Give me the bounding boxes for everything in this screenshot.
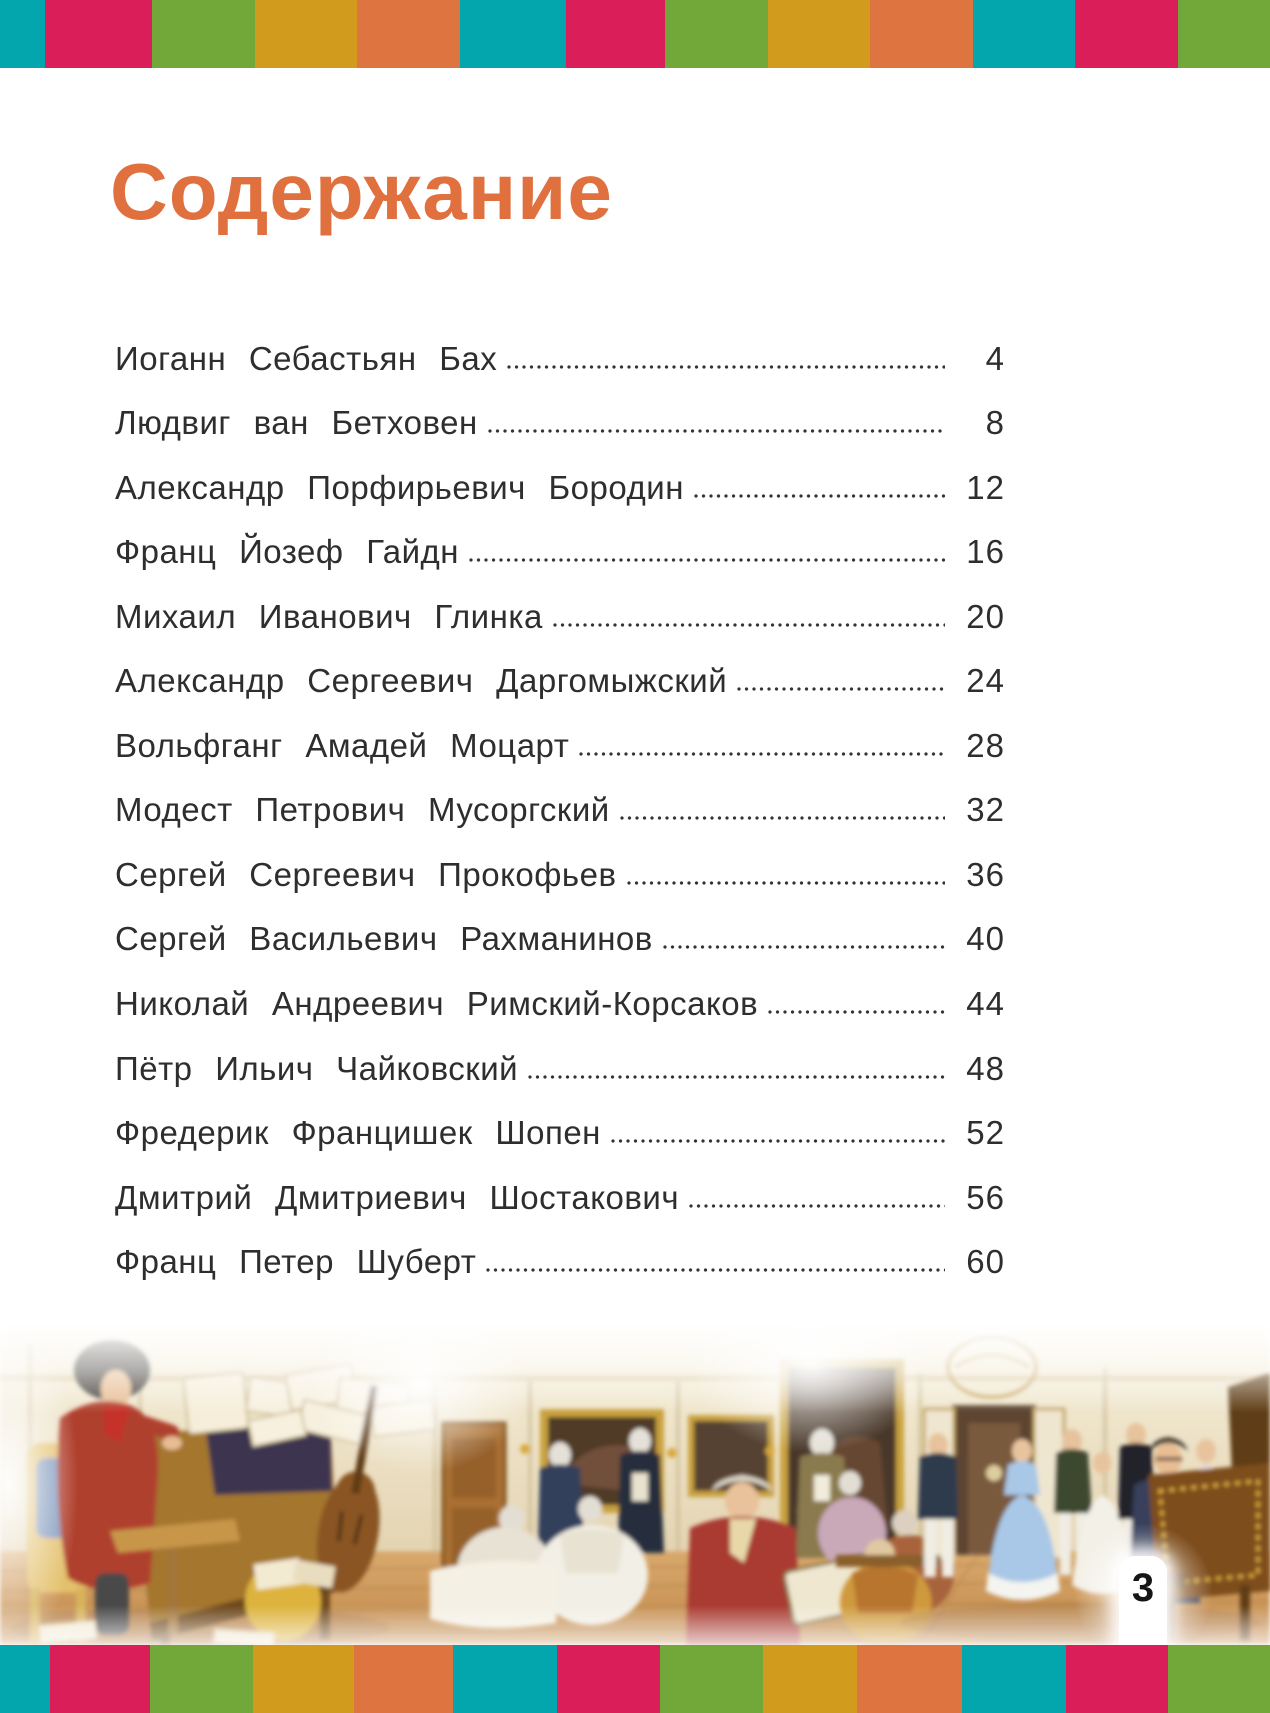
toc-entry-page: 28 (966, 726, 1005, 764)
toc-entry (115, 310, 1005, 375)
toc-entry-page: 20 (966, 597, 1005, 635)
page-title: Содержание (110, 147, 613, 236)
table-of-contents (115, 310, 1005, 1281)
stripe-green (1168, 1645, 1270, 1713)
toc-entry-page: 36 (966, 855, 1005, 893)
dotted-leader (627, 881, 946, 885)
toc-entry (115, 504, 1005, 569)
dotted-leader (620, 816, 945, 820)
dotted-leader (579, 752, 945, 756)
stripe-crimson (557, 1645, 660, 1713)
dotted-leader (528, 1075, 945, 1079)
stripe-gold (253, 1645, 354, 1713)
toc-entry (115, 633, 1005, 698)
stripe-teal (453, 1645, 557, 1713)
toc-entry (115, 891, 1005, 956)
dotted-leader (488, 429, 945, 433)
toc-entry-name: Сергей Васильевич Рахманинов (115, 920, 653, 958)
stripe-orange (857, 1645, 962, 1713)
stripe-green (665, 0, 768, 68)
toc-entry (115, 1085, 1005, 1150)
bottom-stripe-band (0, 1645, 1270, 1713)
stripe-crimson (1075, 0, 1178, 68)
toc-entry-name: Франц Йозеф Гайдн (115, 533, 460, 571)
toc-entry-page: 56 (966, 1178, 1005, 1216)
stripe-teal (973, 0, 1075, 68)
stripe-orange (870, 0, 973, 68)
toc-entry-name: Франц Петер Шуберт (115, 1243, 477, 1281)
stripe-crimson (566, 0, 665, 68)
toc-entry-name: Фредерик Францишек Шопен (115, 1114, 601, 1152)
toc-entry-name: Сергей Сергеевич Прокофьев (115, 855, 617, 893)
page-number: 3 (1131, 1566, 1155, 1610)
stripe-crimson (45, 0, 152, 68)
toc-entry-name: Людвиг ван Бетховен (115, 404, 478, 442)
top-stripe-band (0, 0, 1270, 68)
stripe-crimson (1066, 1645, 1168, 1713)
dotted-leader (737, 687, 945, 691)
toc-entry-page: 8 (985, 404, 1005, 442)
toc-entry-name: Иоганн Себастьян Бах (115, 339, 498, 377)
toc-entry (115, 1020, 1005, 1085)
stripe-gold (255, 0, 357, 68)
stripe-crimson (50, 1645, 150, 1713)
stripe-green (660, 1645, 763, 1713)
toc-entry-page: 48 (966, 1049, 1005, 1087)
toc-entry (115, 1214, 1005, 1279)
toc-entry-page: 32 (966, 791, 1005, 829)
stripe-teal (0, 1645, 50, 1713)
toc-entry (115, 439, 1005, 504)
toc-entry (115, 568, 1005, 633)
toc-entry (115, 375, 1005, 440)
dotted-leader (689, 1204, 945, 1208)
toc-entry-name: Александр Порфирьевич Бородин (115, 468, 684, 506)
stripe-green (1178, 0, 1270, 68)
dotted-leader (507, 365, 945, 369)
dotted-leader (694, 494, 945, 498)
stripe-teal (962, 1645, 1066, 1713)
toc-entry-page: 40 (966, 920, 1005, 958)
dotted-leader (611, 1139, 945, 1143)
stripe-orange (357, 0, 460, 68)
dotted-leader (553, 623, 945, 627)
stripe-green (152, 0, 255, 68)
toc-entry-name: Михаил Иванович Глинка (115, 597, 543, 635)
toc-entry-name: Пётр Ильич Чайковский (115, 1049, 519, 1087)
toc-entry-page: 24 (966, 662, 1005, 700)
toc-entry (115, 826, 1005, 891)
toc-entry-name: Дмитрий Дмитриевич Шостакович (115, 1178, 680, 1216)
toc-entry (115, 762, 1005, 827)
toc-entry-page: 4 (985, 339, 1005, 377)
stripe-orange (354, 1645, 453, 1713)
toc-entry (115, 955, 1005, 1023)
toc-entry-name: Николай Андреевич Римский-Корсаков (115, 985, 759, 1023)
toc-entry (115, 697, 1005, 762)
toc-entry-page: 52 (966, 1114, 1005, 1152)
dotted-leader (768, 1010, 945, 1014)
toc-entry-name: Модест Петрович Мусоргский (115, 791, 610, 829)
stripe-teal (460, 0, 566, 68)
toc-entry-name: Александр Сергеевич Даргомыжский (115, 662, 728, 700)
stripe-teal (0, 0, 45, 68)
toc-entry-name: Вольфганг Амадей Моцарт (115, 726, 570, 764)
toc-entry (115, 1149, 1005, 1214)
dotted-leader (663, 945, 945, 949)
stripe-gold (763, 1645, 857, 1713)
composers-illustration (0, 1323, 1270, 1645)
toc-entry-page: 12 (966, 468, 1005, 506)
stripe-gold (768, 0, 870, 68)
dotted-leader (469, 558, 945, 562)
page-number-tab (1119, 1556, 1167, 1645)
toc-entry-page: 60 (966, 1243, 1005, 1281)
dotted-leader (486, 1268, 945, 1272)
stripe-green (150, 1645, 253, 1713)
toc-entry-page: 16 (966, 533, 1005, 571)
toc-entry-page: 44 (966, 985, 1005, 1023)
